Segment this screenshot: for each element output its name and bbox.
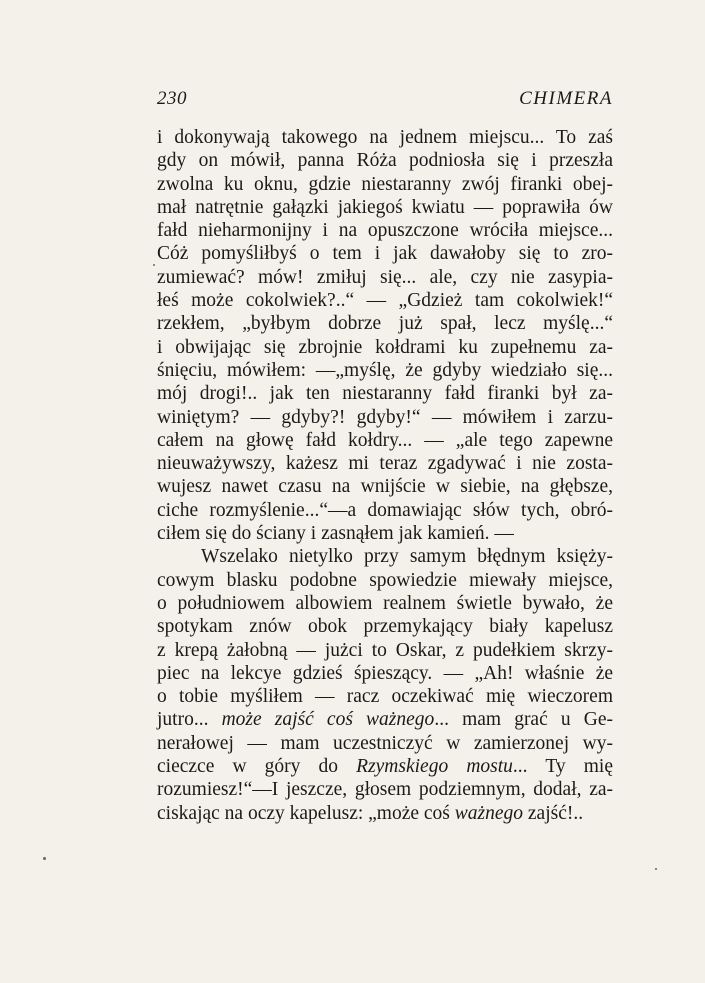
text-span: winiętym? — gdyby?! gdyby!“ — mówiłem i zarzu- bbox=[157, 406, 613, 428]
text-span: z krepą żałobną — jużci to Oskar, z pudełkiem skrzy- bbox=[157, 639, 613, 661]
text-span: zwolna ku oknu, gdzie niestaranny zwój firanki obej- bbox=[157, 173, 613, 195]
text-line bbox=[157, 802, 613, 825]
text-line bbox=[157, 615, 613, 638]
text-line bbox=[157, 708, 613, 731]
text-line bbox=[157, 732, 613, 755]
text-line bbox=[157, 219, 613, 242]
text-line bbox=[157, 359, 613, 382]
text-span: rozumiesz!“—I jeszcze, głosem podziemnym, dodał, za- bbox=[157, 779, 613, 801]
text-span: ciskając na oczy kapelusz: „może coś bbox=[157, 802, 455, 824]
text-span: nieuważywszy, każesz mi teraz zgadywać i nie zosta- bbox=[157, 453, 613, 475]
text-span: Cóż pomyśliłbyś o tem i jak dawałoby się to zro- bbox=[157, 243, 613, 265]
text-span: spotykam znów obok przemykający biały kapelusz bbox=[157, 616, 613, 638]
text-line bbox=[157, 778, 613, 801]
italic-text: może zajść coś ważnego bbox=[221, 709, 435, 731]
text-span: o tobie myśliłem — racz oczekiwać mię wieczorem bbox=[157, 686, 613, 708]
text-span: mał natrętnie gałązki jakiegoś kwiatu — poprawiła ów bbox=[157, 196, 613, 218]
text-span: ... mam grać u Ge- bbox=[434, 709, 613, 731]
text-line bbox=[157, 639, 613, 662]
text-line bbox=[157, 406, 613, 429]
text-span: łeś może cokolwiek?..“ — „Gdzież tam cokolwiek!“ bbox=[157, 290, 613, 312]
text-line bbox=[157, 755, 613, 778]
text-span: cowym blasku podobne spowiedzie miewały miejsce, bbox=[157, 569, 613, 591]
text-span: wujesz nawet czasu na wnijście w siebie, na głębsze, bbox=[157, 476, 613, 498]
running-title: CHIMERA bbox=[519, 88, 613, 109]
text-line bbox=[157, 312, 613, 335]
body-text bbox=[157, 126, 613, 825]
text-span: zajść!.. bbox=[523, 802, 584, 824]
text-span: całem na głowę fałd kołdry... — „ale tego zapewne bbox=[157, 429, 613, 451]
text-line bbox=[157, 429, 613, 452]
text-span: mój drogi!.. jak ten niestaranny fałd firanki był za- bbox=[157, 383, 613, 405]
paper-speck bbox=[655, 868, 657, 870]
paper-speck bbox=[43, 857, 46, 860]
text-span: o południowem albowiem realnem świetle bywało, że bbox=[157, 592, 613, 614]
text-line bbox=[157, 569, 613, 592]
text-line bbox=[157, 173, 613, 196]
text-line bbox=[157, 452, 613, 475]
text-span: fałd nieharmonijny i na opuszczone wróciła miejsce... bbox=[157, 220, 613, 242]
text-line bbox=[157, 196, 613, 219]
text-line bbox=[157, 662, 613, 685]
text-span: cieczce w góry do bbox=[157, 756, 357, 778]
text-line bbox=[157, 685, 613, 708]
text-span: śnięciu, mówiłem: —„myślę, że gdyby wiedziało się... bbox=[157, 359, 613, 381]
text-span: nerałowej — mam uczestniczyć w zamierzonej wy- bbox=[157, 732, 613, 754]
text-line bbox=[157, 289, 613, 312]
page-header bbox=[157, 88, 613, 114]
paper-speck bbox=[153, 264, 155, 266]
text-span: ... Ty mię bbox=[512, 756, 613, 778]
text-line bbox=[157, 149, 613, 172]
text-span: Wszelako nietylko przy samym błędnym księży- bbox=[201, 546, 613, 568]
text-span: zumiewać? mów! zmiłuj się... ale, czy nie zasypia- bbox=[157, 266, 613, 288]
text-span: jutro... bbox=[157, 709, 222, 731]
italic-text: Rzymskiego mostu bbox=[356, 756, 513, 778]
text-span: rzekłem, „byłbym dobrze już spał, lecz myślę...“ bbox=[157, 313, 613, 335]
text-line bbox=[157, 545, 613, 568]
text-span: piec na lekcye gdzieś śpieszący. — „Ah! właśnie że bbox=[157, 662, 613, 684]
text-line bbox=[157, 242, 613, 265]
text-line bbox=[157, 475, 613, 498]
text-span: i obwijając się zbrojnie kołdrami ku zupełnemu za- bbox=[157, 336, 613, 358]
text-line bbox=[157, 499, 613, 522]
text-span: i dokonywają takowego na jednem miejscu... To zaś bbox=[157, 127, 613, 148]
text-line bbox=[157, 126, 613, 149]
text-span: ciche rozmyślenie...“—a domawiając słów tych, obró- bbox=[157, 499, 613, 521]
text-line bbox=[157, 522, 613, 545]
page-number: 230 bbox=[157, 88, 187, 109]
text-span: gdy on mówił, panna Róża podniosła się i przeszła bbox=[157, 150, 613, 172]
text-line bbox=[157, 266, 613, 289]
text-span: ciłem się do ściany i zasnąłem jak kamień. — bbox=[157, 523, 514, 545]
text-line bbox=[157, 336, 613, 359]
text-line bbox=[157, 382, 613, 405]
text-line bbox=[157, 592, 613, 615]
italic-text: ważnego bbox=[454, 802, 524, 824]
